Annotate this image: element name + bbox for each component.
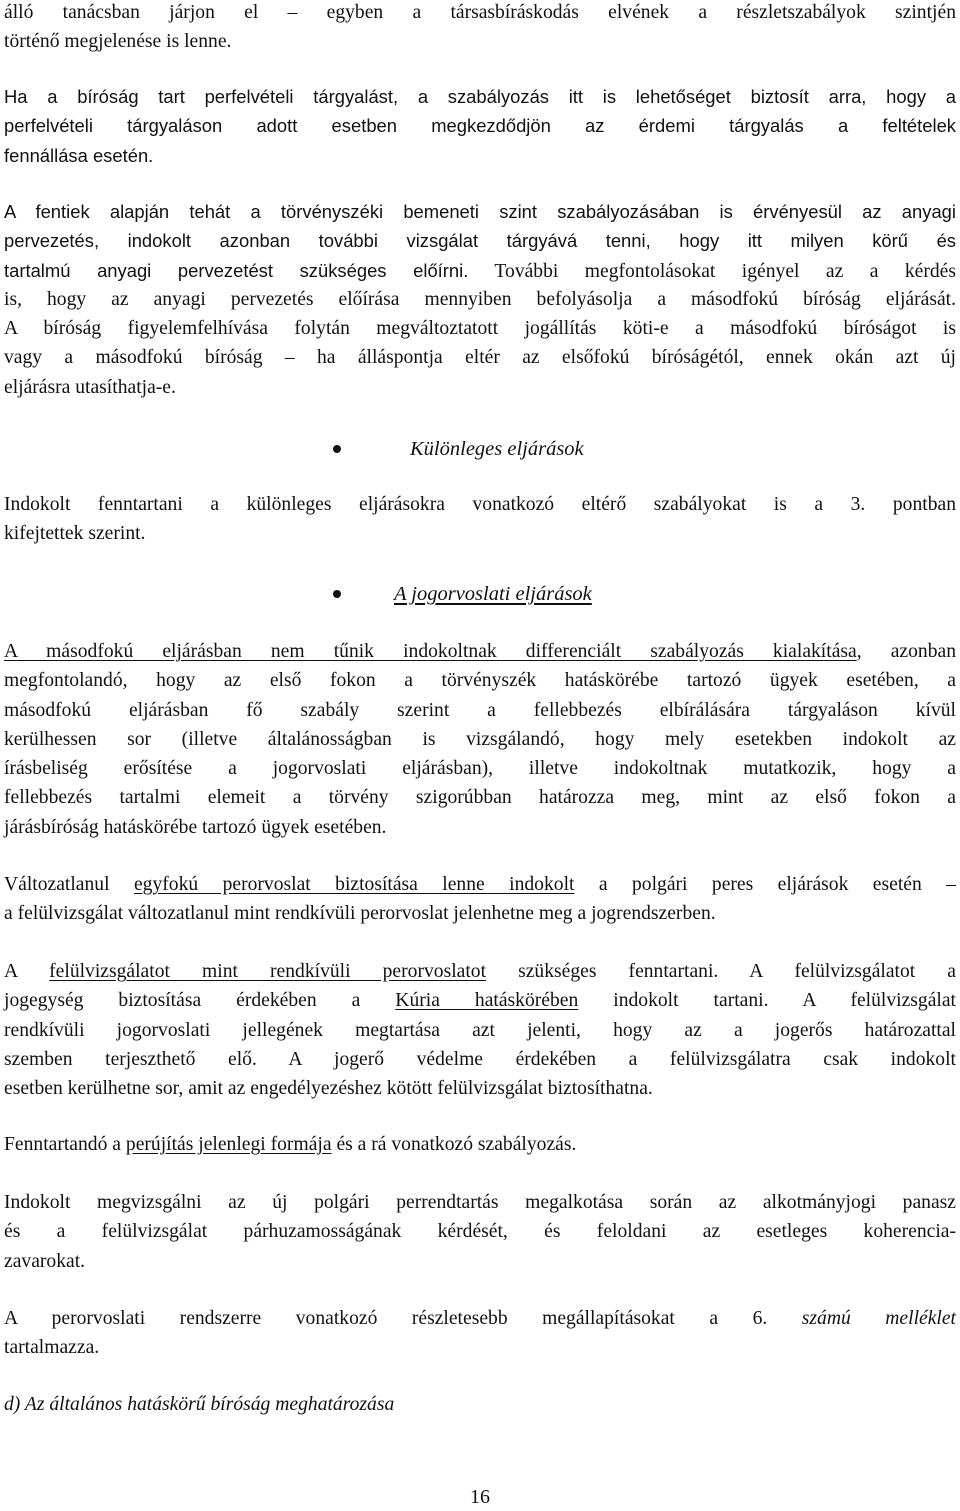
text-segment: A xyxy=(4,961,50,982)
page-number: 16 xyxy=(470,1486,490,1508)
text-line: álló tanácsban járjon el – egyben a társasbíráskodás elvének a részletszabályok szintjén xyxy=(4,2,956,23)
text-segment: szükséges fenntartani. A felülvizsgálatot a xyxy=(486,961,957,982)
underlined-text: felülvizsgálatot mint rendkívüli perorvoslatot xyxy=(49,961,487,982)
underlined-text: A másodfokú eljárásban nem tűnik indokoltnak differenciált szabályozás kialakítása xyxy=(4,641,857,662)
paragraph-felulvizsgalat xyxy=(4,957,956,1103)
text-line: esetben kerülhetne sor, amit az engedélyezéshez kötött felülvizsgálat biztosíthatna. xyxy=(4,1078,653,1100)
text-line: szemben terjeszthető elő. A jogerő védelme érdekében a felülvizsgálatra csak indokolt xyxy=(4,1048,956,1070)
paragraph-perujitas xyxy=(4,1130,956,1159)
bullet-icon xyxy=(333,445,341,453)
text-segment: A perorvoslati rendszerre vonatkozó részletesebb megállapításokat a 6. xyxy=(4,1308,802,1329)
text-line: a felülvizsgálat változatlanul mint rendkívüli perorvoslat jelenhetne meg a jogrendszerben. xyxy=(4,903,716,925)
bullet-icon xyxy=(333,590,341,598)
text-segment: a polgári peres eljárások esetén – xyxy=(574,874,956,895)
text-line: pervezetés, indokolt azonban további vizsgálat tárgyává tenni, hogy itt milyen körű és xyxy=(4,230,956,252)
text-line: is, hogy az anyagi pervezetés előírása mennyiben befolyásolja a másodfokú bíróság eljárását. xyxy=(4,288,956,310)
underlined-text: perújítás jelenlegi formája xyxy=(125,1134,332,1155)
paragraph-perfelveteli xyxy=(4,82,956,170)
paragraph-continuation xyxy=(4,0,956,57)
subsection-heading xyxy=(4,1390,956,1419)
text-line xyxy=(4,637,956,666)
text-line: A fentiek alapján tehát a törvényszéki bemeneti szint szabályozásában is érvényesül az anyagi xyxy=(4,201,956,222)
text-segment: Változatlanul xyxy=(4,874,134,895)
text-line: írásbeliség erősítése a jogorvoslati eljárásban), illetve indokoltnak mutatkozik, hogy a xyxy=(4,758,956,780)
section-heading-jogorvoslati: A jogorvoslati eljárások xyxy=(394,583,592,605)
text-line: tartalmazza. xyxy=(4,1337,100,1359)
text-line: vagy a másodfokú bíróság – ha álláspontja eltér az elsőfokú bíróságétól, ennek okán azt új xyxy=(4,347,956,369)
text-segment: További megfontolásokat igényel az a kérdés xyxy=(468,260,956,282)
text-segment: , azonban xyxy=(856,641,956,662)
text-line: és a felülvizsgálat párhuzamosságának kérdését, és feloldani az esetleges koherencia- xyxy=(4,1221,956,1243)
text-line xyxy=(4,1304,956,1333)
text-segment: Fenntartandó a xyxy=(4,1134,126,1155)
italic-text: számú melléklet xyxy=(801,1308,956,1329)
text-line xyxy=(4,986,956,1015)
text-line: rendkívüli jogorvoslati jellegének megtartása azt jelenti, hogy az a jogerős határozattal xyxy=(4,1019,956,1041)
paragraph-perorvoslati-rendszer xyxy=(4,1304,956,1363)
text-line: eljárásra utasíthatja-e. xyxy=(4,376,176,398)
text-line xyxy=(4,957,956,986)
text-line: járásbíróság hatáskörébe tartozó ügyek esetében. xyxy=(4,816,387,838)
text-line xyxy=(4,870,956,899)
text-line: kerülhessen sor (illetve általánosságban is vizsgálandó, hogy mely esetekben indokolt az xyxy=(4,728,956,750)
text-line: A bíróság figyelemfelhívása folytán megváltoztatott jogállítás köti-e a másodfokú bíróságot is xyxy=(4,318,956,340)
underlined-text: Kúria hatáskörében xyxy=(395,990,579,1012)
text-line: perfelvételi tárgyaláson adott esetben megkezdődjön az érdemi tárgyalás a feltételek xyxy=(4,115,956,137)
underlined-text: egyfokú perorvoslat biztosítása lenne indokolt xyxy=(133,874,575,895)
text-segment: jogegység biztosítása érdekében a xyxy=(4,990,396,1012)
text-line: kifejtettek szerint. xyxy=(4,523,146,545)
paragraph-alkotmanyjogi xyxy=(4,1188,956,1276)
text-line: zavarokat. xyxy=(4,1250,86,1272)
paragraph-anyagi-pervezetes xyxy=(4,197,956,402)
text-segment: tartalmú anyagi pervezetést szükséges előírni. xyxy=(4,259,469,281)
text-segment: és a rá vonatkozó szabályozás. xyxy=(331,1134,577,1155)
text-line: Indokolt fenntartani a különleges eljárásokra vonatkozó eltérő szabályokat is a 3. pontban xyxy=(4,494,956,515)
text-line xyxy=(4,1130,956,1159)
paragraph-egyfoku xyxy=(4,870,956,929)
text-line: másodfokú eljárásban fő szabály szerint a fellebbezés elbírálására tárgyaláson kívül xyxy=(4,699,956,721)
paragraph-kulonleges xyxy=(4,490,956,549)
paragraph-masodfoku xyxy=(4,637,956,842)
text-line: fellebbezés tartalmi elemeit a törvény szigorúbban határozza meg, mint az első fokon a xyxy=(4,787,956,809)
text-line: megfontolandó, hogy az első fokon a törvényszék hatáskörébe tartozó ügyek esetében, a xyxy=(4,670,956,692)
section-heading-kulonleges: Különleges eljárások xyxy=(410,438,584,460)
text-line: Indokolt megvizsgálni az új polgári perrendtartás megalkotása során az alkotmányjogi panasz xyxy=(4,1192,956,1213)
text-line xyxy=(4,256,956,285)
text-line: történő megjelenése is lenne. xyxy=(4,31,232,53)
text-segment: indokolt tartani. A felülvizsgálat xyxy=(578,990,956,1012)
text-line: d) Az általános hatáskörű bíróság meghatározása xyxy=(4,1394,395,1415)
text-line: Ha a bíróság tart perfelvételi tárgyalást, a szabályozás itt is lehetőséget biztosít arra, hogy a xyxy=(4,86,956,107)
text-line: fennállása esetén. xyxy=(4,144,154,166)
